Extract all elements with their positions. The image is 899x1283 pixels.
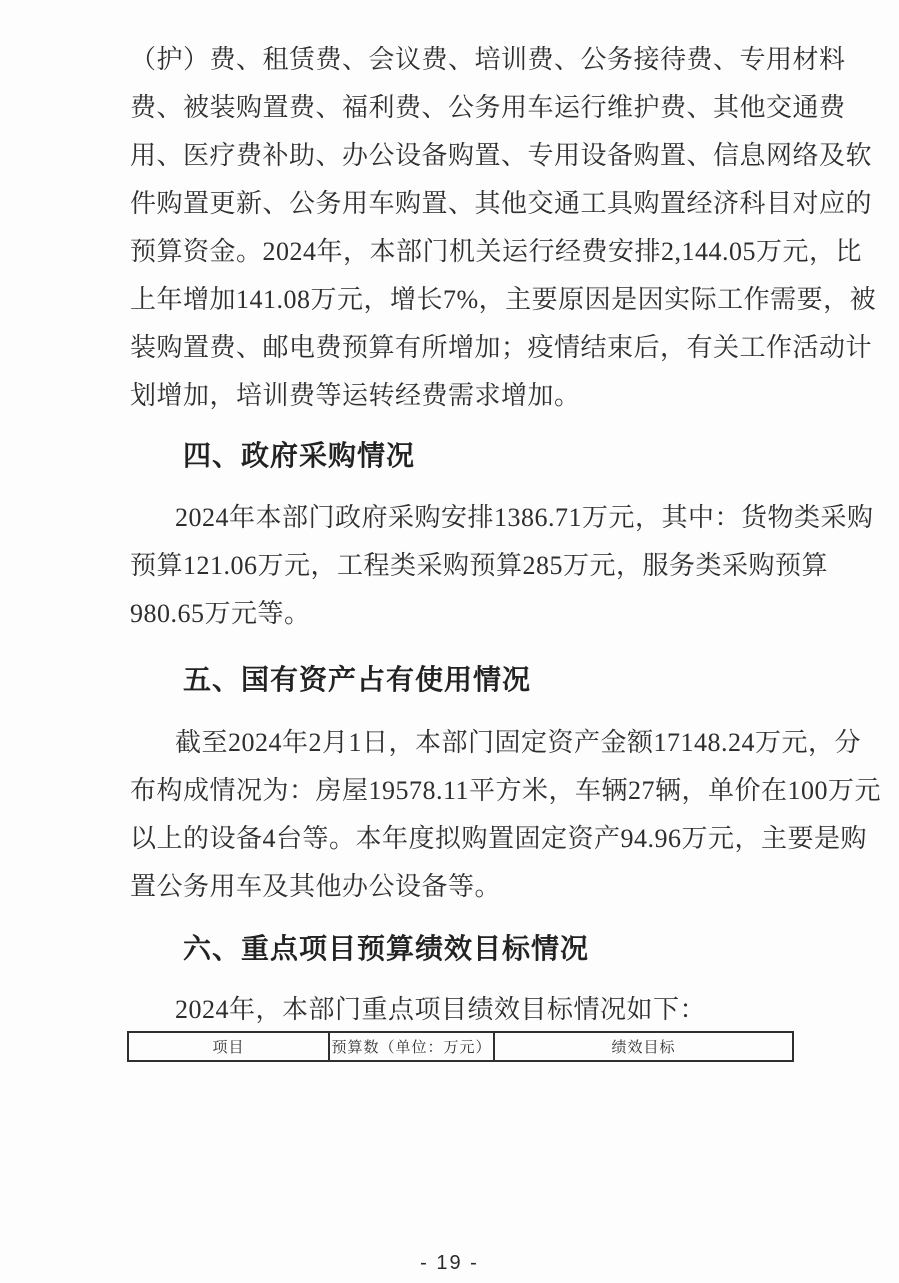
section5-heading: 五、国有资产占有使用情况 <box>183 664 532 695</box>
table-header-budget: 预算数（单位：万元） <box>329 1032 494 1061</box>
document-body <box>130 36 882 1062</box>
body-line: （护）费、租赁费、会议费、培训费、公务接待费、专用材料 <box>130 45 846 74</box>
body-line: 980.65万元等。 <box>130 599 311 628</box>
page-number: - 19 - <box>420 1252 479 1274</box>
paragraph-performance-intro <box>130 986 797 1034</box>
table-header-row <box>128 1032 793 1061</box>
body-line: 布构成情况为：房屋19578.11平方米，车辆27辆，单价在100万元 <box>130 776 882 805</box>
body-line: 费、被装购置费、福利费、公务用车运行维护费、其他交通费 <box>130 93 846 122</box>
paragraph-budget-items <box>130 36 877 420</box>
section6-heading: 六、重点项目预算绩效目标情况 <box>183 933 590 964</box>
paragraph-state-assets <box>130 719 882 911</box>
body-line: 件购置更新、公务用车购置、其他交通工具购置经济科目对应的 <box>130 189 873 218</box>
table-header-target: 绩效目标 <box>494 1032 793 1061</box>
body-line: 划增加，培训费等运转经费需求增加。 <box>130 381 581 410</box>
body-line: 上年增加141.08万元，增长7%，主要原因是因实际工作需要，被 <box>130 285 877 314</box>
body-line: 2024年，本部门重点项目绩效目标情况如下： <box>175 995 707 1024</box>
performance-target-table <box>127 1031 794 1062</box>
body-line: 以上的设备4台等。本年度拟购置固定资产94.96万元，主要是购 <box>130 824 868 853</box>
body-line: 2024年本部门政府采购安排1386.71万元，其中：货物类采购 <box>175 503 874 532</box>
body-line: 预算121.06万元，工程类采购预算285万元，服务类采购预算 <box>130 551 829 580</box>
paragraph-procurement <box>130 494 874 638</box>
table-header-project: 项目 <box>128 1032 329 1061</box>
body-line: 装购置费、邮电费预算有所增加；疫情结束后，有关工作活动计 <box>130 333 873 362</box>
body-line: 置公务用车及其他办公设备等。 <box>130 872 502 901</box>
section4-heading: 四、政府采购情况 <box>183 440 416 471</box>
body-line: 截至2024年2月1日，本部门固定资产金额17148.24万元，分 <box>175 728 862 757</box>
body-line: 预算资金。2024年，本部门机关运行经费安排2,144.05万元，比 <box>130 237 863 266</box>
body-line: 用、医疗费补助、办公设备购置、专用设备购置、信息网络及软 <box>130 141 873 170</box>
